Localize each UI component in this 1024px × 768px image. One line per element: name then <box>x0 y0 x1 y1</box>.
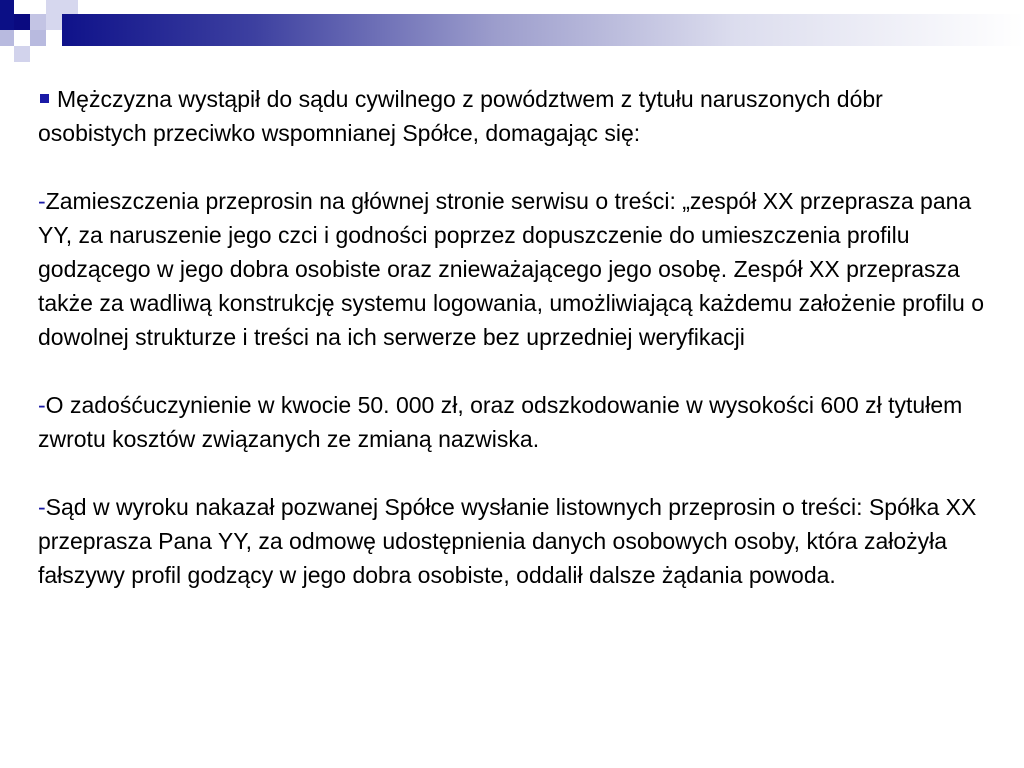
spacer <box>38 150 988 184</box>
header-gradient-bar <box>62 14 1024 46</box>
slide-body <box>38 82 988 592</box>
list-item <box>38 490 988 592</box>
decor-square <box>0 30 14 46</box>
dash-marker: - <box>38 188 46 214</box>
list-item-text: O zadośćuczynienie w kwocie 50. 000 zł, oraz odszkodowanie w wysokości 600 zł tytułem zwrotu kosztów związanych ze zmianą nazwiska. <box>38 392 963 452</box>
decor-square <box>46 0 62 30</box>
decor-square <box>30 30 46 46</box>
intro-paragraph <box>38 82 988 150</box>
list-item <box>38 184 988 354</box>
decor-square <box>30 14 46 30</box>
list-item-text: Zamieszczenia przeprosin na głównej stronie serwisu o treści: „zespół XX przeprasza pana YY, za naruszenie jego czci i godności poprzez dopuszczenie do umieszczenia profilu godzącego w jego dobra osobiste oraz znieważającego jego osobę. Zespół XX przeprasza także za wadliwą konstrukcję systemu logowania, umożliwiającą każdemu założenie profilu o dowolnej strukturze i treści na ich serwerze bez uprzedniej weryfikacji <box>38 188 985 350</box>
decor-square <box>14 14 30 30</box>
spacer <box>38 456 988 490</box>
decor-square <box>14 46 30 62</box>
spacer <box>38 354 988 388</box>
decor-square <box>62 0 78 14</box>
dash-marker: - <box>38 494 46 520</box>
list-item-text: Sąd w wyroku nakazał pozwanej Spółce wysłanie listownych przeprosin o treści: Spółka XX przeprasza Pana YY, za odmowę udostępnienia danych osobowych osoby, która założyła fałszywy profil godzący w jego dobra osobiste, oddalił dalsze żądania powoda. <box>38 494 977 588</box>
square-bullet-icon <box>40 94 49 103</box>
decor-square <box>0 0 14 30</box>
header-decoration <box>0 0 1024 64</box>
intro-text: Mężczyzna wystąpił do sądu cywilnego z powództwem z tytułu naruszonych dóbr osobistych przeciwko wspomnianej Spółce, domagając się: <box>38 86 883 146</box>
dash-marker: - <box>38 392 46 418</box>
list-item <box>38 388 988 456</box>
